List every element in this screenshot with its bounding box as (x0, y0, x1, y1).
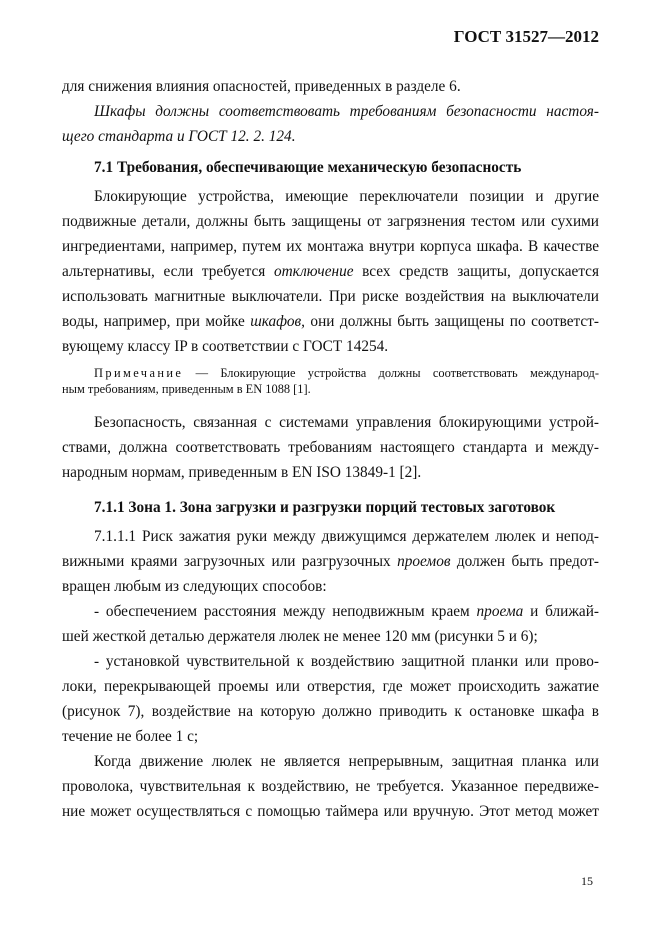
text-segment: воды, например, при мойке (62, 313, 251, 330)
italic-term: проема (476, 603, 524, 620)
paragraph-non-continuous (62, 749, 599, 824)
text-line: течение не более 1 с; (62, 728, 199, 745)
italic-term: шкафов, (250, 313, 305, 330)
list-item-sensitive-bar (62, 649, 599, 749)
italic-term: отключение (273, 263, 354, 280)
paragraph-continuation (62, 74, 599, 99)
text-line: ствами, должна соответствовать требованиям настоящего стандарта и между- (62, 439, 599, 456)
text-line: вращен любым из следующих способов: (62, 578, 327, 595)
text-line: щего стандарта и ГОСТ 12. 2. 124. (62, 128, 296, 145)
paragraph-control-safety (62, 410, 599, 485)
text-line: Когда движение люлек не является непрерывным, защитная планка или (94, 753, 599, 770)
text-segment: и ближай- (523, 603, 599, 620)
text-line: Шкафы должны соответствовать требованиям безопасности настоя- (94, 103, 599, 120)
document-header: ГОСТ 31527—2012 (453, 27, 599, 46)
text-line: использовать магнитные выключатели. При риске воздействия на выключатели (62, 288, 599, 305)
text-segment: всех средств защиты, допускается (353, 263, 600, 280)
text-line (62, 365, 599, 381)
text-line (62, 309, 599, 334)
text-line: для снижения влияния опасностей, приведенных в разделе 6. (62, 78, 461, 95)
document-body (62, 74, 599, 824)
text-line: ным требованиям, приведенным в EN 1088 [1]. (62, 382, 311, 396)
text-line (62, 599, 599, 624)
list-item-distance (62, 599, 599, 649)
text-line: Безопасность, связанная с системами управления блокирующими устрой- (94, 414, 599, 431)
text-line: ингредиентами, например, путем их монтажа внутри корпуса шкафа. В качестве (62, 238, 599, 255)
text-line: проволока, чувствительная к воздействию, не требуется. Указанное передвиже- (62, 778, 599, 795)
text-line: подвижные детали, должны быть защищены от загрязнения тестом или сухими (62, 213, 599, 230)
section-heading-7-1-1: 7.1.1 Зона 1. Зона загрузки и разгрузки порций тестовых заготовок (94, 499, 556, 516)
text-line (62, 259, 599, 284)
text-segment: они должны быть защищены по соответст- (304, 313, 599, 330)
text-segment: должен быть предот- (450, 553, 599, 570)
text-line (62, 549, 599, 574)
paragraph-cabinet-requirements (62, 99, 599, 149)
text-segment: вижными краями загрузочных или разгрузочных (62, 553, 398, 570)
text-line: Блокирующие устройства, имеющие переключатели позиции и другие (94, 188, 599, 205)
text-segment: — Блокирующие устройства должны соответствовать международ- (183, 366, 599, 380)
text-line: (рисунок 7), воздействие на которую должно приводить к остановке шкафа в (62, 703, 599, 720)
italic-term: проемов (397, 553, 451, 570)
paragraph-interlocking-devices (62, 184, 599, 359)
text-line: шей жесткой деталью держателя люлек не менее 120 мм (рисунки 5 и 6); (62, 628, 538, 645)
section-heading-7-1: 7.1 Требования, обеспечивающие механическую безопасность (94, 159, 522, 176)
text-line: народным нормам, приведенным в EN ISO 13849-1 [2]. (62, 464, 422, 481)
text-line: локи, перекрывающей проемы или отверстия, где может происходить зажатие (62, 678, 599, 695)
text-line: вующему классу IP в соответствии с ГОСТ 14254. (62, 338, 389, 355)
note-label: Примечание (94, 366, 184, 380)
note (62, 365, 599, 397)
text-line: ние может осуществляться с помощью таймера или вручную. Этот метод может (62, 803, 599, 820)
paragraph-7-1-1-1 (62, 524, 599, 599)
text-segment: - обеспечением расстояния между неподвижным краем (94, 603, 477, 620)
text-line: - установкой чувствительной к воздействию защитной планки или прово- (94, 653, 599, 670)
page-number: 15 (581, 874, 593, 888)
text-line: 7.1.1.1 Риск зажатия руки между движущимся держателем люлек и непод- (94, 528, 599, 545)
text-segment: альтернативы, если требуется (62, 263, 274, 280)
